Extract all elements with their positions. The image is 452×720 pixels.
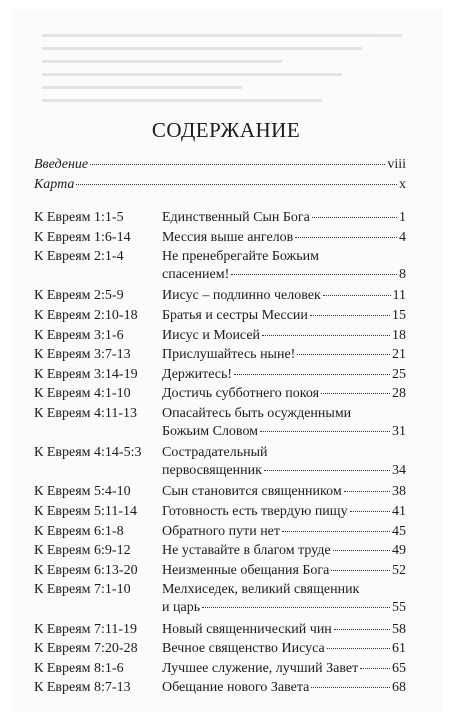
dot-leader (327, 648, 390, 649)
chapter-title: Братья и сестры Мессии (162, 308, 308, 323)
dot-leader (312, 217, 397, 218)
scripture-ref: К Евреям 1:6-14 (34, 230, 131, 245)
page-number: 41 (392, 504, 406, 519)
dot-leader (262, 335, 390, 336)
chapter-title: Обещание нового Завета (162, 680, 310, 695)
dot-leader (76, 184, 397, 185)
dot-leader (360, 668, 390, 669)
page-number: 49 (392, 543, 406, 558)
page-number: 31 (392, 424, 406, 439)
scripture-ref: К Евреям 3:1-6 (34, 328, 124, 343)
dot-leader (295, 237, 397, 238)
page-title: СОДЕРЖАНИЕ (151, 118, 301, 142)
page-number: 45 (392, 524, 406, 539)
dot-leader (90, 164, 385, 165)
page-number: 1 (399, 210, 406, 225)
chapter-title-block (162, 503, 406, 521)
chapter-title-block (162, 287, 406, 305)
scripture-ref: К Евреям 7:11-19 (34, 622, 138, 637)
dot-leader (321, 393, 390, 394)
chapter-title-block (162, 327, 406, 345)
scripture-ref: К Евреям 6:9-12 (34, 543, 131, 558)
scripture-ref: К Евреям 8:1-6 (34, 661, 124, 676)
page-number: 61 (392, 641, 406, 656)
page-number: 25 (392, 367, 406, 382)
chapter-title-block (162, 542, 406, 560)
page-number: 8 (399, 267, 406, 282)
scripture-ref: К Евреям 3:14-19 (34, 367, 138, 382)
chapter-title-block (162, 366, 406, 384)
page-number: 4 (399, 230, 406, 245)
chapter-title: Мессия выше ангелов (162, 230, 294, 245)
chapter-title-block (162, 307, 406, 325)
chapter-title-block (162, 621, 406, 639)
chapter-title: Вечное священство Иисуса (162, 641, 325, 656)
chapter-title: Прислушайтесь ныне! (162, 347, 296, 362)
chapter-title: Готовность есть твердую пищу (162, 504, 348, 519)
chapter-title: Иисус и Моисей (162, 328, 261, 343)
chapter-title-block (162, 248, 406, 284)
dot-leader (323, 295, 391, 296)
dot-leader (344, 491, 390, 492)
dot-leader (310, 315, 390, 316)
page-number: 58 (392, 622, 406, 637)
dot-leader (264, 470, 390, 471)
chapter-title-block (162, 209, 406, 227)
chapter-title-block (162, 640, 406, 658)
scripture-ref: К Евреям 6:1-8 (34, 524, 124, 539)
chapter-title-block (162, 346, 406, 364)
dot-leader (297, 354, 390, 355)
dot-leader (202, 607, 390, 608)
chapter-title-cont: и царь (162, 600, 201, 615)
scripture-ref: К Евреям 1:1-5 (34, 210, 124, 225)
page-number: 21 (392, 347, 406, 362)
chapter-title-block (162, 405, 406, 441)
scripture-ref: К Евреям 6:13-20 (34, 563, 138, 578)
page-number: 28 (392, 386, 406, 401)
scripture-ref: К Евреям 2:10-18 (34, 308, 138, 323)
chapter-title: Держитесь! (162, 367, 233, 382)
chapter-title: Опасайтесь быть осужденными (162, 406, 352, 421)
chapter-title: Мелхиседек, великий священник (162, 582, 360, 597)
chapter-title-cont: Божьим Словом (162, 424, 259, 439)
bleed-through-text (42, 24, 442, 124)
front-matter-item (34, 177, 406, 193)
page-number: 65 (392, 661, 406, 676)
chapter-title: Не пренебрегайте Божьим (162, 249, 319, 264)
chapter-title-block (162, 483, 406, 501)
scripture-ref: К Евреям 2:1-4 (34, 249, 124, 264)
chapter-title: Неизменные обещания Бога (162, 563, 330, 578)
chapter-title-block (162, 444, 406, 480)
chapter-title-block (162, 679, 406, 697)
page-number: 68 (392, 680, 406, 695)
chapter-title: Достичь субботнего покоя (162, 386, 320, 401)
dot-leader (350, 511, 390, 512)
scripture-ref: К Евреям 5:11-14 (34, 504, 138, 519)
dot-leader (311, 687, 390, 688)
dot-leader (334, 629, 390, 630)
scripture-ref: К Евреям 4:1-10 (34, 386, 131, 401)
chapter-title-block (162, 385, 406, 403)
chapter-title: Единственный Сын Бога (162, 210, 310, 225)
scripture-ref: К Евреям 4:11-13 (34, 406, 138, 421)
chapter-title: Иисус – подлинно человек (162, 288, 321, 303)
scripture-ref: К Евреям 7:20-28 (34, 641, 138, 656)
front-matter-page: x (399, 177, 406, 192)
page-number: 18 (392, 328, 406, 343)
front-matter-page: viii (387, 157, 406, 172)
dot-leader (333, 550, 390, 551)
page-number: 38 (392, 484, 406, 499)
scripture-ref: К Евреям 4:14-5:3 (34, 445, 142, 460)
front-matter-label: Введение (34, 157, 89, 172)
dot-leader (331, 570, 390, 571)
scripture-ref: К Евреям 2:5-9 (34, 288, 124, 303)
dot-leader (231, 274, 397, 275)
chapter-title-block (162, 562, 406, 580)
page-number: 55 (392, 600, 406, 615)
front-matter-label: Карта (34, 177, 75, 192)
scripture-ref: К Евреям 8:7-13 (34, 680, 131, 695)
chapter-title-cont: спасением! (162, 267, 230, 282)
page-number: 15 (392, 308, 406, 323)
chapter-title: Новый священнический чин (162, 622, 332, 637)
chapter-title-block (162, 229, 406, 247)
scripture-ref: К Евреям 7:1-10 (34, 582, 131, 597)
dot-leader (260, 431, 390, 432)
chapter-title-block (162, 523, 406, 541)
chapter-title: Обратного пути нет (162, 524, 281, 539)
chapter-title: Сын становится священником (162, 484, 342, 499)
scripture-ref: К Евреям 5:4-10 (34, 484, 131, 499)
scripture-ref: К Евреям 3:7-13 (34, 347, 131, 362)
page-number: 34 (392, 463, 406, 478)
chapter-title: Не уставайте в благом труде (162, 543, 331, 558)
chapter-title-block (162, 581, 406, 617)
page-number: 11 (392, 288, 406, 303)
chapter-title-block (162, 660, 406, 678)
front-matter-item (34, 157, 406, 173)
page-number: 52 (392, 563, 406, 578)
dot-leader (234, 374, 390, 375)
dot-leader (282, 531, 390, 532)
chapter-title: Лучшее служение, лучший Завет (162, 661, 359, 676)
chapter-title: Сострадательный (162, 445, 268, 460)
chapter-title-cont: первосвященник (162, 463, 262, 478)
